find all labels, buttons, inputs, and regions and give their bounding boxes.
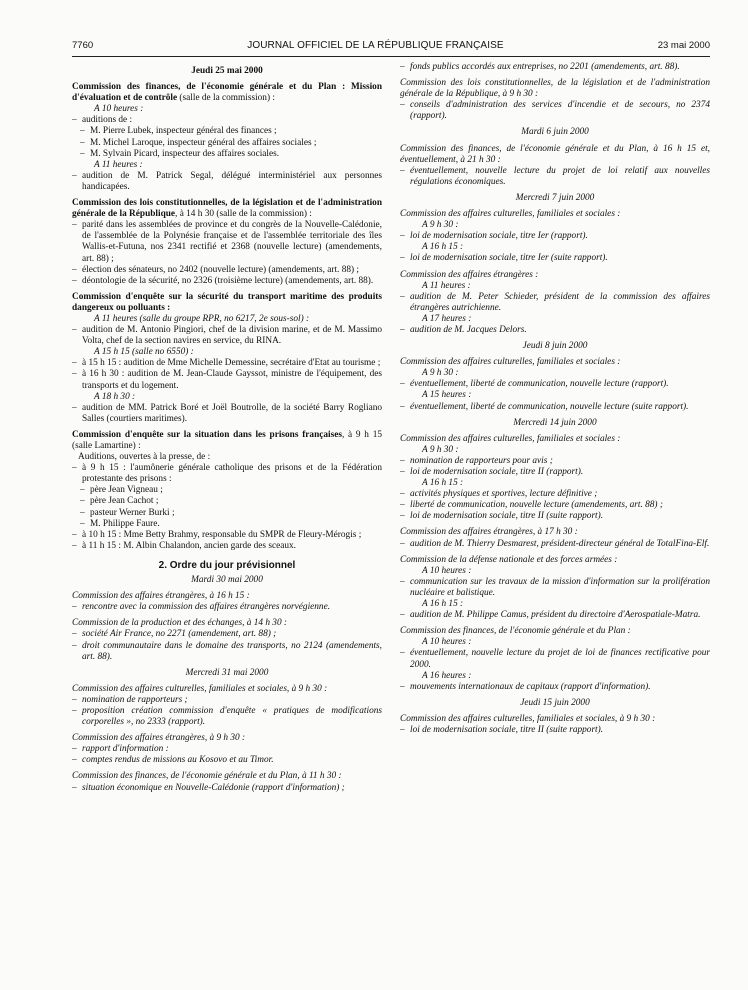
commission-block	[400, 78, 710, 122]
time-slot: A 16 h 15 :	[422, 242, 464, 253]
commission-block	[72, 198, 382, 287]
commission-title: Commission des affaires culturelles, familiales et sociales, à 9 h 30 :	[72, 683, 328, 694]
sub-item: – M. Philippe Faure.	[72, 519, 382, 530]
agenda-item: – éventuellement, liberté de communication, nouvelle lecture (suite rapport).	[400, 402, 710, 413]
agenda-list	[72, 220, 382, 287]
right-column	[400, 62, 710, 799]
agenda-item: – comptes rendus de missions au Kosovo et au Timor.	[72, 755, 382, 766]
agenda-list	[72, 314, 382, 425]
agenda-list	[400, 220, 710, 264]
commission-block	[72, 82, 382, 193]
agenda-item: – éventuellement, liberté de communication, nouvelle lecture (rapport).	[400, 379, 710, 390]
commission-block	[72, 591, 382, 613]
agenda-item: – éventuellement, nouvelle lecture du projet de loi relatif aux nouvelles régulations économiques.	[400, 166, 710, 188]
commission-block	[400, 270, 710, 337]
commission-title: Commission des affaires culturelles, familiales et sociales, à 9 h 30 :	[400, 713, 656, 724]
agenda-item: – loi de modernisation sociale, titre II (suite rapport).	[400, 511, 710, 522]
commission-title: Commission des affaires culturelles, familiales et sociales :	[400, 357, 621, 368]
agenda-item: – éventuellement, nouvelle lecture du projet de loi de finances rectificative pour 2000.	[400, 648, 710, 670]
commission-place: , à 14 h 30 (salle de la commission) :	[175, 209, 312, 220]
day-heading: Jeudi 8 juin 2000	[522, 341, 588, 352]
sub-item: – M. Pierre Lubek, inspecteur général des finances ;	[72, 126, 382, 137]
agenda-list	[72, 783, 382, 794]
commission-block	[72, 771, 382, 793]
agenda-item: – rencontre avec la commission des affaires étrangères norvégienne.	[72, 602, 382, 613]
agenda-list	[400, 725, 710, 736]
agenda-item: – auditions de :	[72, 115, 382, 126]
agenda-list	[400, 62, 710, 73]
commission-name: Commission d'enquête sur la sécurité du transport maritime des produits dangereux ou polluants :	[72, 291, 382, 313]
sub-item: – M. Michel Laroque, inspecteur général des affaires sociales ;	[72, 138, 382, 149]
commission-name: Commission des lois constitutionnelles, de la législation et de l'administration générale de la République	[72, 198, 382, 220]
agenda-list	[72, 104, 382, 193]
commission-title	[72, 198, 382, 220]
agenda-list	[72, 744, 382, 766]
agenda-item: – audition de M. Philippe Camus, président du directoire d'Aerospatiale-Matra.	[400, 610, 710, 621]
time-slot: A 11 heures :	[94, 159, 143, 170]
agenda-item: – loi de modernisation sociale, titre Ier (rapport).	[400, 231, 710, 242]
agenda-item: – loi de modernisation sociale, titre II (rapport).	[400, 467, 710, 478]
page-number: 7760	[72, 40, 94, 51]
agenda-list	[72, 695, 382, 728]
time-slot: A 9 h 30 :	[422, 220, 459, 231]
agenda-item: – droit communautaire dans le domaine des transports, no 2124 (amendements, art. 88).	[72, 641, 382, 663]
agenda-list	[400, 637, 710, 692]
two-column-body	[72, 62, 710, 799]
time-slot: A 15 h 15 (salle no 6550) :	[94, 347, 194, 358]
commission-name: Commission d'enquête sur la situation dans les prisons françaises	[72, 429, 342, 440]
commission-title: Commission des affaires étrangères, à 16 h 15 :	[72, 591, 250, 602]
time-slot: A 10 heures :	[422, 565, 472, 576]
commission-place: , à 9 h 15 (salle Lamartine) :	[72, 429, 382, 451]
agenda-item: – communication sur les travaux de la mission d'information sur la prolifération nucléaire et balistique.	[400, 577, 710, 599]
agenda-item: – activités physiques et sportives, lecture définitive ;	[400, 489, 710, 500]
commission-title: Commission des affaires étrangères, à 17 h 30 :	[400, 527, 578, 538]
agenda-item: – loi de modernisation sociale, titre II (suite rapport).	[400, 725, 710, 736]
day-heading: Mardi 30 mai 2000	[191, 575, 263, 586]
commission-place: (salle de la commission) :	[177, 93, 275, 104]
time-slot: A 16 h 15 :	[422, 478, 464, 489]
agenda-item: – nomination de rapporteurs pour avis ;	[400, 456, 710, 467]
agenda-item: – audition de M. Thierry Desmarest, président-directeur général de TotalFina-Elf.	[400, 539, 710, 550]
agenda-item: – parité dans les assemblées de province et du congrès de la Nouvelle-Calédonie, de l'assemblée de la Polynésie française et de l'assemblée territoriale des îles Wallis-et-Futuna, nos 2341 rectifié et 2368 (nouvelle lecture) (amendements, art. 88) ;	[72, 220, 382, 264]
time-slot: A 17 heures :	[422, 313, 472, 324]
agenda-list	[400, 166, 710, 188]
commission-block	[72, 292, 382, 425]
sub-item: – père Jean Vigneau ;	[72, 485, 382, 496]
agenda-item: – conseils d'administration des services d'incendie et de secours, no 2374 (rapport).	[400, 100, 710, 122]
agenda-item: – à 15 h 15 : audition de Mme Michelle Demessine, secrétaire d'Etat au tourisme ;	[72, 358, 382, 369]
agenda-list	[72, 629, 382, 662]
day-heading: Mardi 6 juin 2000	[521, 127, 589, 138]
agenda-item: – déontologie de la sécurité, no 2326 (troisième lecture) (amendements, art. 88).	[72, 276, 382, 287]
commission-title: Commission des affaires étrangères, à 9 h 30 :	[72, 733, 246, 744]
agenda-item: – à 16 h 30 : audition de M. Jean-Claude Gayssot, ministre de l'équipement, des transports et du logement.	[72, 369, 382, 391]
day-heading: Mercredi 14 juin 2000	[513, 417, 597, 428]
agenda-item: – mouvements internationaux de capitaux (rapport d'information).	[400, 682, 710, 693]
agenda-item: – élection des sénateurs, no 2402 (nouvelle lecture) (amendements, art. 88) ;	[72, 265, 382, 276]
time-slot: A 11 heures :	[422, 280, 471, 291]
agenda-list	[400, 368, 710, 412]
commission-title: Commission de la défense nationale et des forces armées :	[400, 554, 618, 565]
agenda-item: – à 11 h 15 : M. Albin Chalandon, ancien garde des sceaux.	[72, 541, 382, 552]
commission-block	[400, 434, 710, 523]
commission-title: Commission des affaires culturelles, familiales et sociales :	[400, 209, 621, 220]
agenda-item: – à 9 h 15 : l'aumônerie générale catholique des prisons et de la Fédération protestante des prisons :	[72, 463, 382, 485]
commission-title: Commission des finances, de l'économie générale et du Plan, à 11 h 30 :	[72, 771, 342, 782]
sub-item: – M. Sylvain Picard, inspecteur des affaires sociales.	[72, 149, 382, 160]
commission-block	[72, 684, 382, 728]
commission-title	[72, 82, 382, 104]
commission-title: Commission des affaires étrangères :	[400, 269, 539, 280]
sub-item: – pasteur Werner Burki ;	[72, 508, 382, 519]
commission-block	[400, 144, 710, 188]
commission-block	[400, 209, 710, 264]
time-slot: A 11 heures (salle du groupe RPR, no 6217, 2e sous-sol) :	[94, 313, 310, 324]
commission-title: Commission des affaires culturelles, familiales et sociales :	[400, 433, 621, 444]
time-slot: A 9 h 30 :	[422, 368, 459, 379]
agenda-list	[400, 539, 710, 550]
day-heading: Jeudi 25 mai 2000	[191, 66, 263, 76]
agenda-item: – à 10 h 15 : Mme Betty Brahmy, responsable du SMPR de Fleury-Mérogis ;	[72, 530, 382, 541]
commission-block	[400, 626, 710, 693]
agenda-item: – audition de M. Antonio Pingiori, chef de la division marine, et de M. Massimo Volta, chef de la section navires en service, du RINA.	[72, 325, 382, 347]
time-slot: A 15 heures :	[422, 390, 472, 401]
agenda-item: – loi de modernisation sociale, titre Ier (suite rapport).	[400, 253, 710, 264]
commission-block	[400, 527, 710, 549]
commission-title: Commission de la production et des échanges, à 14 h 30 :	[72, 618, 288, 629]
agenda-item: – fonds publics accordés aux entreprises, no 2201 (amendements, art. 88).	[400, 62, 710, 73]
section-title: 2. Ordre du jour prévisionnel	[158, 559, 296, 571]
commission-block	[72, 733, 382, 766]
agenda-list	[72, 463, 382, 552]
day-heading: Mercredi 7 juin 2000	[515, 192, 595, 203]
commission-block	[400, 555, 710, 622]
commission-title: Commission des finances, de l'économie générale et du Plan, à 16 h 15 et, éventuellement, à 21 h 30 :	[400, 143, 710, 165]
time-slot: A 18 h 30 :	[94, 391, 136, 402]
agenda-item: – société Air France, no 2271 (amendement, art. 88) ;	[72, 629, 382, 640]
agenda-list	[400, 281, 710, 336]
time-slot: A 9 h 30 :	[422, 444, 459, 455]
commission-title	[72, 430, 382, 452]
commission-block	[400, 714, 710, 736]
issue-date: 23 mai 2000	[657, 40, 710, 51]
agenda-item: – rapport d'information :	[72, 744, 382, 755]
page-header	[72, 40, 710, 54]
agenda-item: – liberté de communication, nouvelle lecture (amendements, art. 88) ;	[400, 500, 710, 511]
commission-title	[72, 292, 382, 314]
commission-block	[72, 618, 382, 662]
time-slot: A 16 h 15 :	[422, 599, 464, 610]
agenda-list	[400, 445, 710, 523]
day-heading: Jeudi 15 juin 2000	[520, 697, 590, 708]
commission-name: Commission des finances, de l'économie générale et du Plan : Mission d'évaluation et de contrôle	[72, 82, 382, 104]
sub-item: – père Jean Cachot ;	[72, 496, 382, 507]
commission-title: Commission des finances, de l'économie générale et du Plan :	[400, 626, 631, 637]
agenda-list	[72, 602, 382, 613]
header-rule	[72, 56, 710, 57]
agenda-item: – audition de M. Jacques Delors.	[400, 325, 710, 336]
agenda-item: – audition de M. Peter Schieder, président de la commission des affaires étrangères autrichienne.	[400, 292, 710, 314]
left-column	[72, 62, 382, 799]
commission-block	[400, 357, 710, 412]
commission-title: Commission des lois constitutionnelles, de la législation et de l'administration générale de la République, à 9 h 30 :	[400, 78, 710, 100]
time-slot: A 16 heures :	[422, 670, 472, 681]
agenda-list	[400, 100, 710, 122]
day-heading: Mercredi 31 mai 2000	[185, 667, 269, 678]
time-slot: A 10 heures :	[422, 637, 472, 648]
journal-title: JOURNAL OFFICIEL DE LA RÉPUBLIQUE FRANÇAISE	[247, 40, 504, 51]
agenda-item: – audition de MM. Patrick Boré et Joël Boutrolle, de la société Barry Rogliano Salles (courtiers maritimes).	[72, 403, 382, 425]
lead-text: Auditions, ouvertes à la presse, de :	[78, 452, 211, 463]
agenda-item: – situation économique en Nouvelle-Calédonie (rapport d'information) ;	[72, 783, 382, 794]
agenda-item: – nomination de rapporteurs ;	[72, 695, 382, 706]
agenda-list	[400, 566, 710, 621]
agenda-item: – audition de M. Patrick Segal, délégué interministériel aux personnes handicapées.	[72, 171, 382, 193]
commission-block	[72, 430, 382, 552]
agenda-item: – proposition création commission d'enquête « pratiques de modifications corporelles », no 2333 (rapport).	[72, 706, 382, 728]
time-slot: A 10 heures :	[94, 104, 144, 115]
